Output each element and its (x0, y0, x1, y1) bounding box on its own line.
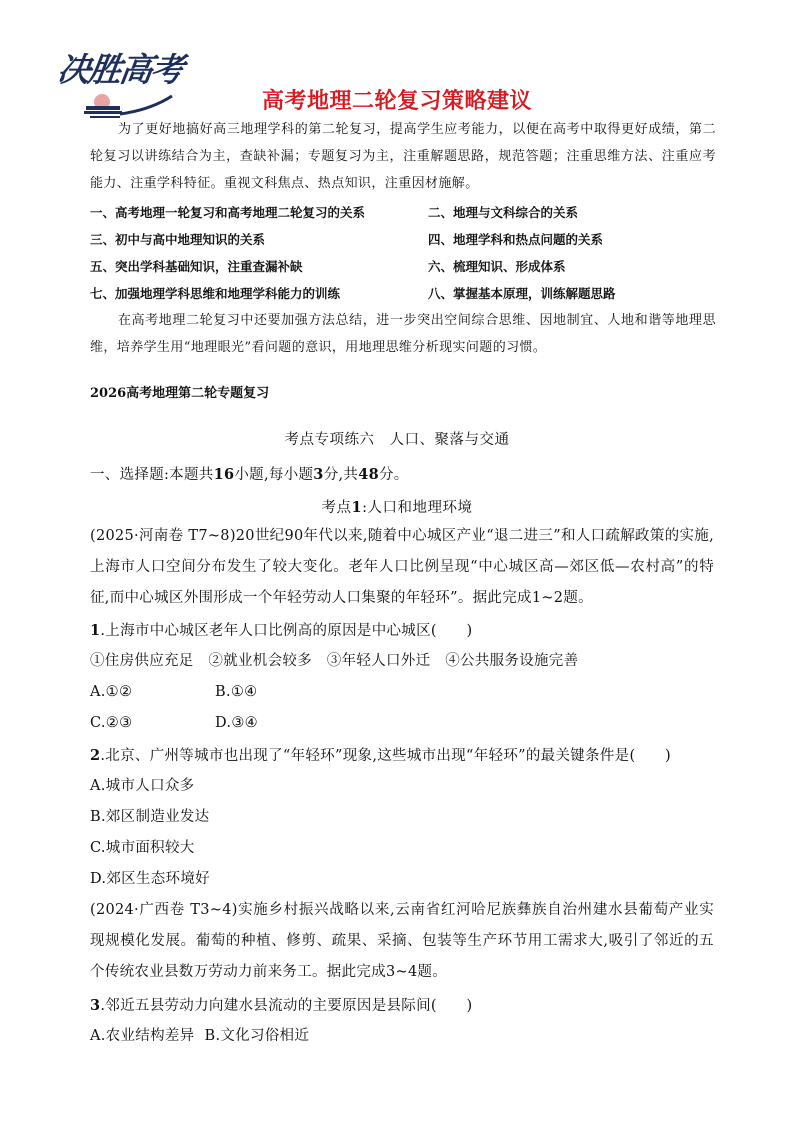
logo-text: 决胜高考 (54, 50, 185, 89)
question-1-options-row (90, 677, 257, 708)
strategy-item: 八、掌握基本原理，训练解题思路 (428, 286, 616, 301)
option-b[interactable]: B.郊区制造业发达 (90, 809, 210, 825)
option-a[interactable]: A.农业结构差异 (90, 1028, 195, 1044)
question-3-options-row (90, 1021, 309, 1052)
question-2 (90, 740, 671, 772)
points-each: 3 (313, 466, 324, 483)
question-1 (90, 615, 472, 647)
topic-number: 1 (351, 499, 363, 516)
option-c[interactable]: C.②③ (90, 715, 133, 731)
points-total: 48 (358, 466, 379, 483)
strategy-row (90, 199, 730, 226)
strategy-row (90, 253, 730, 280)
section-prefix: 一、选择题:本题共 (90, 467, 214, 483)
option-a[interactable]: A.①② (90, 684, 133, 700)
question-1-options-row (90, 708, 258, 739)
passage-2: (2024·广西卷 T3~4)实施乡村振兴战略以来,云南省红河哈尼族彝族自治州建水县葡萄产业实现规模化发展。葡萄的种植、修剪、疏果、采摘、包装等生产环节用工需求大,吸引了邻近的五个传统农业县数万劳动力前来务工。据此完成3~4题。 (90, 902, 714, 980)
intro-paragraph: 为了更好地搞好高三地理学科的第二轮复习，提高学生应考能力，以便在高考中取得更好成绩，第二轮复习以讲练结合为主，查缺补漏；专题复习为主，注重解题思路，规范答题；注重思维方法、注重应考能力、注重学科特征。重视文科焦点、热点知识，注重因材施解。 (90, 122, 716, 191)
strategy-item: 七、加强地理学科思维和地理学科能力的训练 (90, 286, 341, 301)
question-text: .邻近五县劳动力向建水县流动的主要原因是县际间( ) (100, 998, 473, 1014)
section-text: 小题,每小题 (234, 467, 314, 483)
question-1-items: ①住房供应充足 ②就业机会较多 ③年轻人口外迁 ④公共服务设施完善 (90, 653, 579, 669)
strategy-item: 六、梳理知识、形成体系 (428, 259, 566, 274)
strategy-row (90, 280, 730, 307)
topic-prefix: 考点 (321, 500, 352, 516)
question-number: 2 (90, 747, 101, 764)
passage-1: (2025·河南卷 T7~8)20世纪90年代以来,随着中心城区产业“退二进三”和人口疏解政策的实施,上海市人口空间分布发生了较大变化。老年人口比例呈现“中心城区高—郊区低—农村高”的特征,而中心城区外围形成一个年轻劳动人口集聚的年轻环”。据此完成1~2题。 (90, 528, 714, 606)
topic-text: :人口和地理环境 (362, 500, 473, 516)
strategy-item: 四、地理学科和热点问题的关系 (428, 232, 604, 247)
question-number: 3 (90, 997, 101, 1014)
closing-paragraph: 在高考地理二轮复习中还要加强方法总结，进一步突出空间综合思维、因地制宜、人地和谐等地理思维，培养学生用“地理眼光”看问题的意识，用地理思维分析现实问题的习惯。 (90, 313, 716, 355)
strategy-row (90, 226, 730, 253)
strategy-item: 一、高考地理一轮复习和高考地理二轮复习的关系 (90, 205, 366, 220)
strategy-list (90, 199, 730, 307)
topic-heading (0, 496, 794, 517)
question-text: .上海市中心城区老年人口比例高的原因是中心城区( ) (100, 623, 473, 639)
strategy-item: 二、地理与文科综合的关系 (428, 205, 579, 220)
option-b[interactable]: B.①④ (215, 684, 258, 700)
strategy-item: 三、初中与高中地理知识的关系 (90, 232, 266, 247)
option-d[interactable]: D.③④ (215, 715, 258, 731)
question-count: 16 (213, 466, 235, 483)
option-c[interactable]: C.城市面积较大 (90, 840, 195, 856)
option-d[interactable]: D.郊区生态环境好 (90, 871, 210, 887)
question-number: 1 (90, 622, 101, 639)
strategy-item: 五、突出学科基础知识，注重查漏补缺 (90, 259, 303, 274)
section-text: 分,共 (323, 467, 359, 483)
exercise-title: 考点专项练六 人口、聚落与交通 (284, 432, 510, 448)
option-a[interactable]: A.城市人口众多 (90, 778, 195, 794)
option-b[interactable]: B.文化习俗相近 (204, 1028, 310, 1044)
question-text: .北京、广州等城市也出现了“年轻环”现象,这些城市出现“年轻环”的最关键条件是( ) (100, 748, 671, 764)
document-title: 高考地理二轮复习策略建议 (261, 89, 532, 114)
question-3 (90, 990, 472, 1022)
subject-line: 2026高考地理第二轮专题复习 (90, 386, 270, 401)
section-header (90, 459, 409, 491)
section-suffix: 分。 (378, 467, 409, 483)
